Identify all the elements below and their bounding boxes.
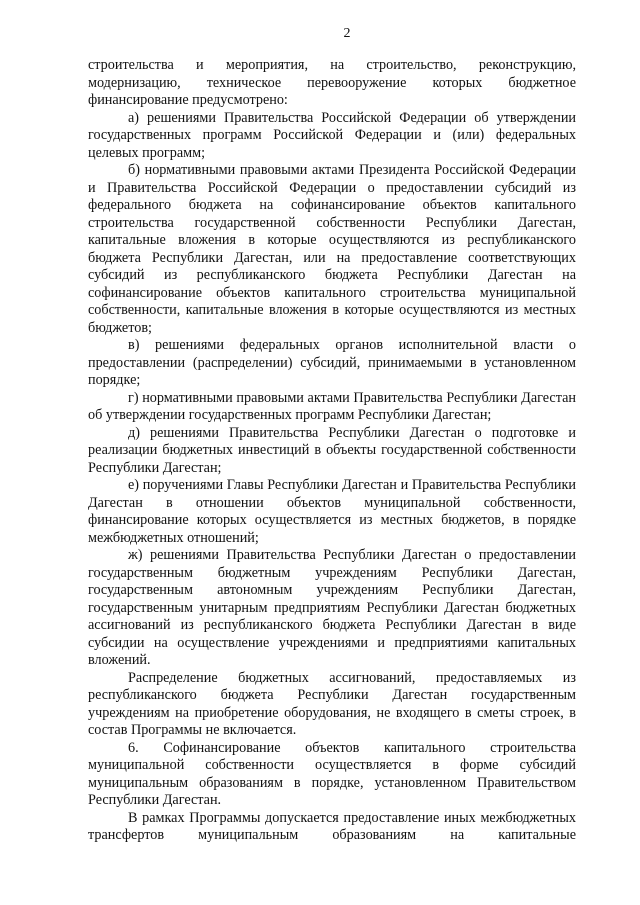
page-number: 2 xyxy=(343,26,351,41)
paragraph-item-e: е) поручениями Главы Республики Дагестан и Правительства Республики Дагестан в отношении объектов муниципальной собственности, финансирование которых осуществляется из местных бюджетов, в порядке межбюджетных отношений; xyxy=(88,477,576,546)
paragraph-item-g: г) нормативными правовыми актами Правительства Республики Дагестан об утверждении государственных программ Республики Дагестан; xyxy=(88,389,576,423)
paragraph-intro: строительства и мероприятия, на строительство, реконструкцию, модернизацию, техническое перевооружение которых бюджетное финансирование предусмотрено: xyxy=(88,57,576,108)
paragraph-section-6: 6. Софинансирование объектов капитального строительства муниципальной собственности осуществляется в форме субсидий муниципальным образованиям в порядке, установленном Правительством Республики Дагестан. xyxy=(88,739,576,808)
paragraph-item-zh: ж) решениями Правительства Республики Дагестан о предоставлении государственным бюджетным учреждениям Республики Дагестан, государственным автономным учреждениям Республики Дагестан, государственным унитарным предприятиям Республики Дагестан бюджетных ассигнований из республиканского бюджета Республики Дагестан в виде субсидии на осуществление учреждениями и предприятиями капитальных вложений. xyxy=(88,547,576,668)
paragraph-transfers: В рамках Программы допускается предоставление иных межбюджетных трансфертов муниципальным образованиям на капитальные xyxy=(88,809,576,843)
paragraph-item-b: б) нормативными правовыми актами Президента Российской Федерации и Правительства Российской Федерации о предоставлении субсидий из федерального бюджета на софинансирование объектов капитального строительства государственной собственности Республики Дагестан, капитальные вложения в которые осуществляются из республиканского бюджета Республики Дагестан, или на предоставление соответствующих субсидий из республиканского бюджета Республики Дагестан на софинансирование объектов капитального строительства муниципальной собственности, капитальные вложения в которые осуществляются из местных бюджетов; xyxy=(88,162,576,336)
paragraph-item-a: а) решениями Правительства Российской Федерации об утверждении государственных программ Российской Федерации и (или) федеральных целевых программ; xyxy=(88,109,576,161)
paragraph-item-d: д) решениями Правительства Республики Дагестан о подготовке и реализации бюджетных инвестиций в объекты государственной собственности Республики Дагестан; xyxy=(88,424,576,476)
paragraph-item-v: в) решениями федеральных органов исполнительной власти о предоставлении (распределении) субсидий, принимаемыми в установленном порядке; xyxy=(88,337,576,388)
paragraph-distribution: Распределение бюджетных ассигнований, предоставляемых из республиканского бюджета Республики Дагестан государственным учреждениям на приобретение оборудования, не входящего в сметы строек, в состав Программы не включается. xyxy=(88,669,576,738)
